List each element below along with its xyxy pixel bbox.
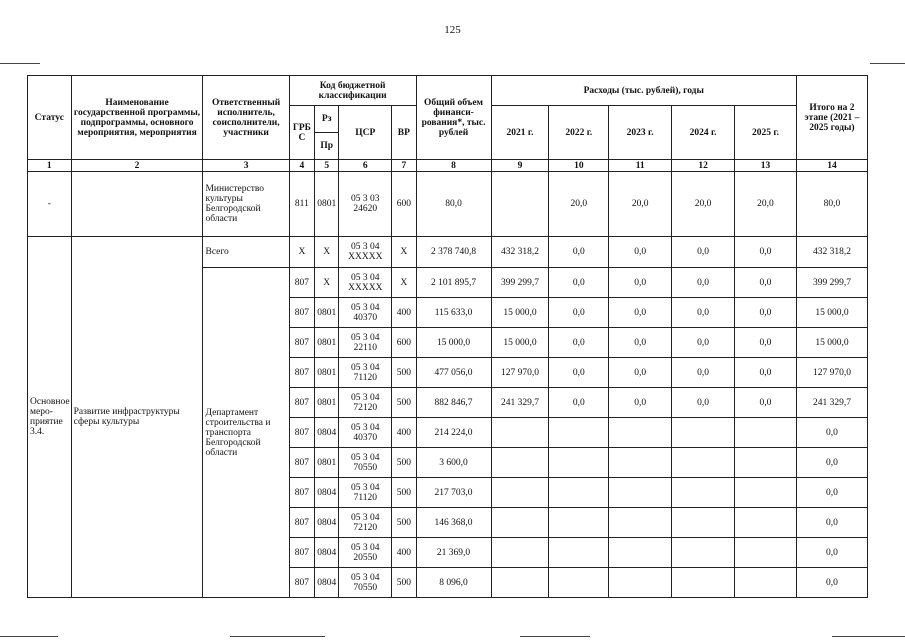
y2021-cell — [491, 508, 549, 538]
colnum: 14 — [796, 160, 867, 172]
vr-cell: 500 — [392, 508, 416, 538]
vr-cell: 500 — [392, 448, 416, 478]
csr-cell: 05 3 04 72120 — [339, 388, 392, 418]
csr-cell: 05 3 04 22110 — [339, 328, 392, 358]
y2021-cell: 241 329,7 — [491, 388, 549, 418]
y2025-cell — [735, 478, 797, 508]
y2024-cell — [672, 568, 735, 598]
y2021-cell — [491, 418, 549, 448]
vr-cell: 400 — [392, 538, 416, 568]
y2022-cell — [549, 478, 609, 508]
y2022-cell: 0,0 — [549, 328, 609, 358]
y2022-cell: 0,0 — [549, 298, 609, 328]
itogo-cell: 0,0 — [796, 478, 867, 508]
y2024-cell: 0,0 — [672, 388, 735, 418]
y2022-cell: 0,0 — [549, 268, 609, 298]
grbs-cell: 811 — [289, 172, 314, 237]
name-cell — [71, 172, 203, 237]
header-csr: ЦСР — [339, 106, 392, 160]
itogo-cell: 127 970,0 — [796, 358, 867, 388]
y2021-cell: 432 318,2 — [491, 237, 549, 268]
itogo-cell: 0,0 — [796, 508, 867, 538]
colnum: 3 — [203, 160, 289, 172]
y2023-cell: 0,0 — [609, 237, 672, 268]
y2021-cell — [491, 172, 549, 237]
csr-cell: 05 3 04 XXXXX — [339, 237, 392, 268]
y2022-cell: 20,0 — [549, 172, 609, 237]
y2024-cell: 20,0 — [672, 172, 735, 237]
vr-cell: X — [392, 237, 416, 268]
rzpr-cell: 0804 — [315, 508, 339, 538]
y2024-cell — [672, 538, 735, 568]
y2021-cell: 15 000,0 — [491, 298, 549, 328]
y2023-cell — [609, 448, 672, 478]
y2024-cell: 0,0 — [672, 298, 735, 328]
grbs-cell: 807 — [289, 418, 314, 448]
total-cell: 80,0 — [416, 172, 491, 237]
grbs-cell: 807 — [289, 388, 314, 418]
grbs-cell: 807 — [289, 478, 314, 508]
header-rz: Рз — [315, 106, 339, 133]
y2023-cell — [609, 568, 672, 598]
rzpr-cell: 0804 — [315, 418, 339, 448]
y2024-cell — [672, 418, 735, 448]
scan-edge-mark — [230, 636, 325, 637]
colnum: 7 — [392, 160, 416, 172]
scan-edge-mark — [0, 63, 40, 64]
rzpr-cell: 0801 — [315, 328, 339, 358]
vr-cell: 600 — [392, 172, 416, 237]
grbs-cell: 807 — [289, 448, 314, 478]
total-cell: 21 369,0 — [416, 538, 491, 568]
rzpr-cell: 0801 — [315, 298, 339, 328]
itogo-cell: 0,0 — [796, 538, 867, 568]
header-total-volume: Общий объем финанси-рования*, тыс. рублей — [416, 76, 491, 160]
rzpr-cell: 0801 — [315, 448, 339, 478]
group-status-cell: Основное меро-приятие 3.4. — [28, 237, 72, 598]
y2022-cell — [549, 508, 609, 538]
header-year-2021: 2021 г. — [491, 106, 549, 160]
y2021-cell — [491, 568, 549, 598]
rzpr-cell: 0804 — [315, 538, 339, 568]
total-cell: 477 056,0 — [416, 358, 491, 388]
rzpr-cell: 0804 — [315, 568, 339, 598]
vr-cell: 500 — [392, 358, 416, 388]
y2021-cell: 127 970,0 — [491, 358, 549, 388]
y2025-cell — [735, 568, 797, 598]
colnum: 8 — [416, 160, 491, 172]
header-year-2025: 2025 г. — [735, 106, 797, 160]
itogo-cell: 432 318,2 — [796, 237, 867, 268]
total-cell: 2 101 895,7 — [416, 268, 491, 298]
scan-edge-mark — [520, 636, 590, 637]
colnum: 9 — [491, 160, 549, 172]
rzpr-cell: 0804 — [315, 478, 339, 508]
colnum: 6 — [339, 160, 392, 172]
itogo-cell: 80,0 — [796, 172, 867, 237]
y2024-cell: 0,0 — [672, 358, 735, 388]
scan-edge-mark — [832, 636, 905, 637]
y2023-cell: 0,0 — [609, 358, 672, 388]
y2023-cell: 0,0 — [609, 298, 672, 328]
csr-cell: 05 3 04 40370 — [339, 298, 392, 328]
y2024-cell — [672, 478, 735, 508]
table-row — [28, 172, 868, 237]
colnum: 2 — [71, 160, 203, 172]
grbs-cell: 807 — [289, 328, 314, 358]
y2024-cell — [672, 508, 735, 538]
itogo-cell: 399 299,7 — [796, 268, 867, 298]
rzpr-cell: 0801 — [315, 358, 339, 388]
y2025-cell: 0,0 — [735, 298, 797, 328]
csr-cell: 05 3 04 40370 — [339, 418, 392, 448]
y2022-cell — [549, 448, 609, 478]
rzpr-cell: X — [315, 268, 339, 298]
vr-cell: 500 — [392, 478, 416, 508]
grbs-cell: 807 — [289, 298, 314, 328]
vr-cell: X — [392, 268, 416, 298]
y2025-cell: 0,0 — [735, 237, 797, 268]
header-year-2023: 2023 г. — [609, 106, 672, 160]
group-name-cell: Развитие инфраструктуры сферы культуры — [71, 237, 203, 598]
grbs-cell: X — [289, 237, 314, 268]
vr-cell: 500 — [392, 388, 416, 418]
y2025-cell: 0,0 — [735, 388, 797, 418]
itogo-cell: 0,0 — [796, 448, 867, 478]
total-cell: 8 096,0 — [416, 568, 491, 598]
csr-cell: 05 3 04 70550 — [339, 448, 392, 478]
grbs-cell: 807 — [289, 508, 314, 538]
y2023-cell: 0,0 — [609, 328, 672, 358]
csr-cell: 05 3 04 70550 — [339, 568, 392, 598]
itogo-cell: 15 000,0 — [796, 328, 867, 358]
responsible-cell: Министерство культуры Белгородской области — [203, 172, 289, 237]
rzpr-cell: 0801 — [315, 388, 339, 418]
colnum: 13 — [735, 160, 797, 172]
y2024-cell — [672, 448, 735, 478]
y2023-cell: 0,0 — [609, 268, 672, 298]
y2024-cell: 0,0 — [672, 328, 735, 358]
y2022-cell — [549, 568, 609, 598]
y2021-cell: 15 000,0 — [491, 328, 549, 358]
scan-edge-mark — [0, 636, 58, 637]
rzpr-cell: 0801 — [315, 172, 339, 237]
vr-cell: 500 — [392, 568, 416, 598]
y2025-cell: 0,0 — [735, 268, 797, 298]
y2021-cell — [491, 448, 549, 478]
grbs-cell: 807 — [289, 538, 314, 568]
y2021-cell — [491, 538, 549, 568]
colnum: 11 — [609, 160, 672, 172]
y2025-cell: 20,0 — [735, 172, 797, 237]
header-itogo: Итого на 2 этапе (2021 – 2025 годы) — [796, 76, 867, 160]
y2022-cell: 0,0 — [549, 358, 609, 388]
total-cell: 3 600,0 — [416, 448, 491, 478]
y2025-cell — [735, 538, 797, 568]
colnum: 10 — [549, 160, 609, 172]
colnum: 5 — [315, 160, 339, 172]
rzpr-cell: X — [315, 237, 339, 268]
vr-cell: 600 — [392, 328, 416, 358]
header-name: Наименование государственной программы, подпрограммы, основного мероприятия, мероприятия — [71, 76, 203, 160]
itogo-cell: 241 329,7 — [796, 388, 867, 418]
y2021-cell: 399 299,7 — [491, 268, 549, 298]
itogo-cell: 0,0 — [796, 418, 867, 448]
header-budget-code: Код бюджетной классификации — [289, 76, 416, 106]
header-status: Статус — [28, 76, 72, 160]
y2022-cell: 0,0 — [549, 388, 609, 418]
status-cell: - — [28, 172, 72, 237]
header-year-2024: 2024 г. — [672, 106, 735, 160]
y2025-cell — [735, 508, 797, 538]
itogo-cell: 15 000,0 — [796, 298, 867, 328]
total-label-cell: Всего — [203, 237, 289, 268]
grbs-cell: 807 — [289, 358, 314, 388]
y2023-cell — [609, 478, 672, 508]
grbs-cell: 807 — [289, 568, 314, 598]
total-cell: 15 000,0 — [416, 328, 491, 358]
department-cell: Департамент строительства и транспорта Белгородской области — [203, 268, 289, 598]
header-year-2022: 2022 г. — [549, 106, 609, 160]
itogo-cell: 0,0 — [796, 568, 867, 598]
csr-cell: 05 3 04 71120 — [339, 358, 392, 388]
y2025-cell: 0,0 — [735, 358, 797, 388]
y2025-cell — [735, 448, 797, 478]
total-cell: 882 846,7 — [416, 388, 491, 418]
y2025-cell: 0,0 — [735, 328, 797, 358]
total-cell: 146 368,0 — [416, 508, 491, 538]
header-expenses: Расходы (тыс. рублей), годы — [491, 76, 796, 106]
y2023-cell — [609, 538, 672, 568]
y2022-cell — [549, 538, 609, 568]
y2025-cell — [735, 418, 797, 448]
y2023-cell — [609, 508, 672, 538]
colnum: 4 — [289, 160, 314, 172]
header-grbs: ГРБ С — [289, 106, 314, 160]
grbs-cell: 807 — [289, 268, 314, 298]
header-pr: Пр — [315, 133, 339, 160]
table-row — [28, 237, 868, 268]
total-cell: 214 224,0 — [416, 418, 491, 448]
total-cell: 115 633,0 — [416, 298, 491, 328]
header-vr: ВР — [392, 106, 416, 160]
page-number: 125 — [444, 24, 461, 36]
vr-cell: 400 — [392, 418, 416, 448]
y2022-cell: 0,0 — [549, 237, 609, 268]
y2023-cell: 20,0 — [609, 172, 672, 237]
total-cell: 2 378 740,8 — [416, 237, 491, 268]
y2023-cell — [609, 418, 672, 448]
csr-cell: 05 3 03 24620 — [339, 172, 392, 237]
colnum: 12 — [672, 160, 735, 172]
y2023-cell: 0,0 — [609, 388, 672, 418]
vr-cell: 400 — [392, 298, 416, 328]
y2024-cell: 0,0 — [672, 268, 735, 298]
csr-cell: 05 3 04 71120 — [339, 478, 392, 508]
budget-table — [27, 75, 868, 598]
header-responsible: Ответственный исполнитель, соисполнители, участники — [203, 76, 289, 160]
y2021-cell — [491, 478, 549, 508]
y2024-cell: 0,0 — [672, 237, 735, 268]
total-cell: 217 703,0 — [416, 478, 491, 508]
colnum: 1 — [28, 160, 72, 172]
y2022-cell — [549, 418, 609, 448]
scan-edge-mark — [870, 63, 905, 64]
csr-cell: 05 3 04 20550 — [339, 538, 392, 568]
csr-cell: 05 3 04 XXXXX — [339, 268, 392, 298]
csr-cell: 05 3 04 72120 — [339, 508, 392, 538]
